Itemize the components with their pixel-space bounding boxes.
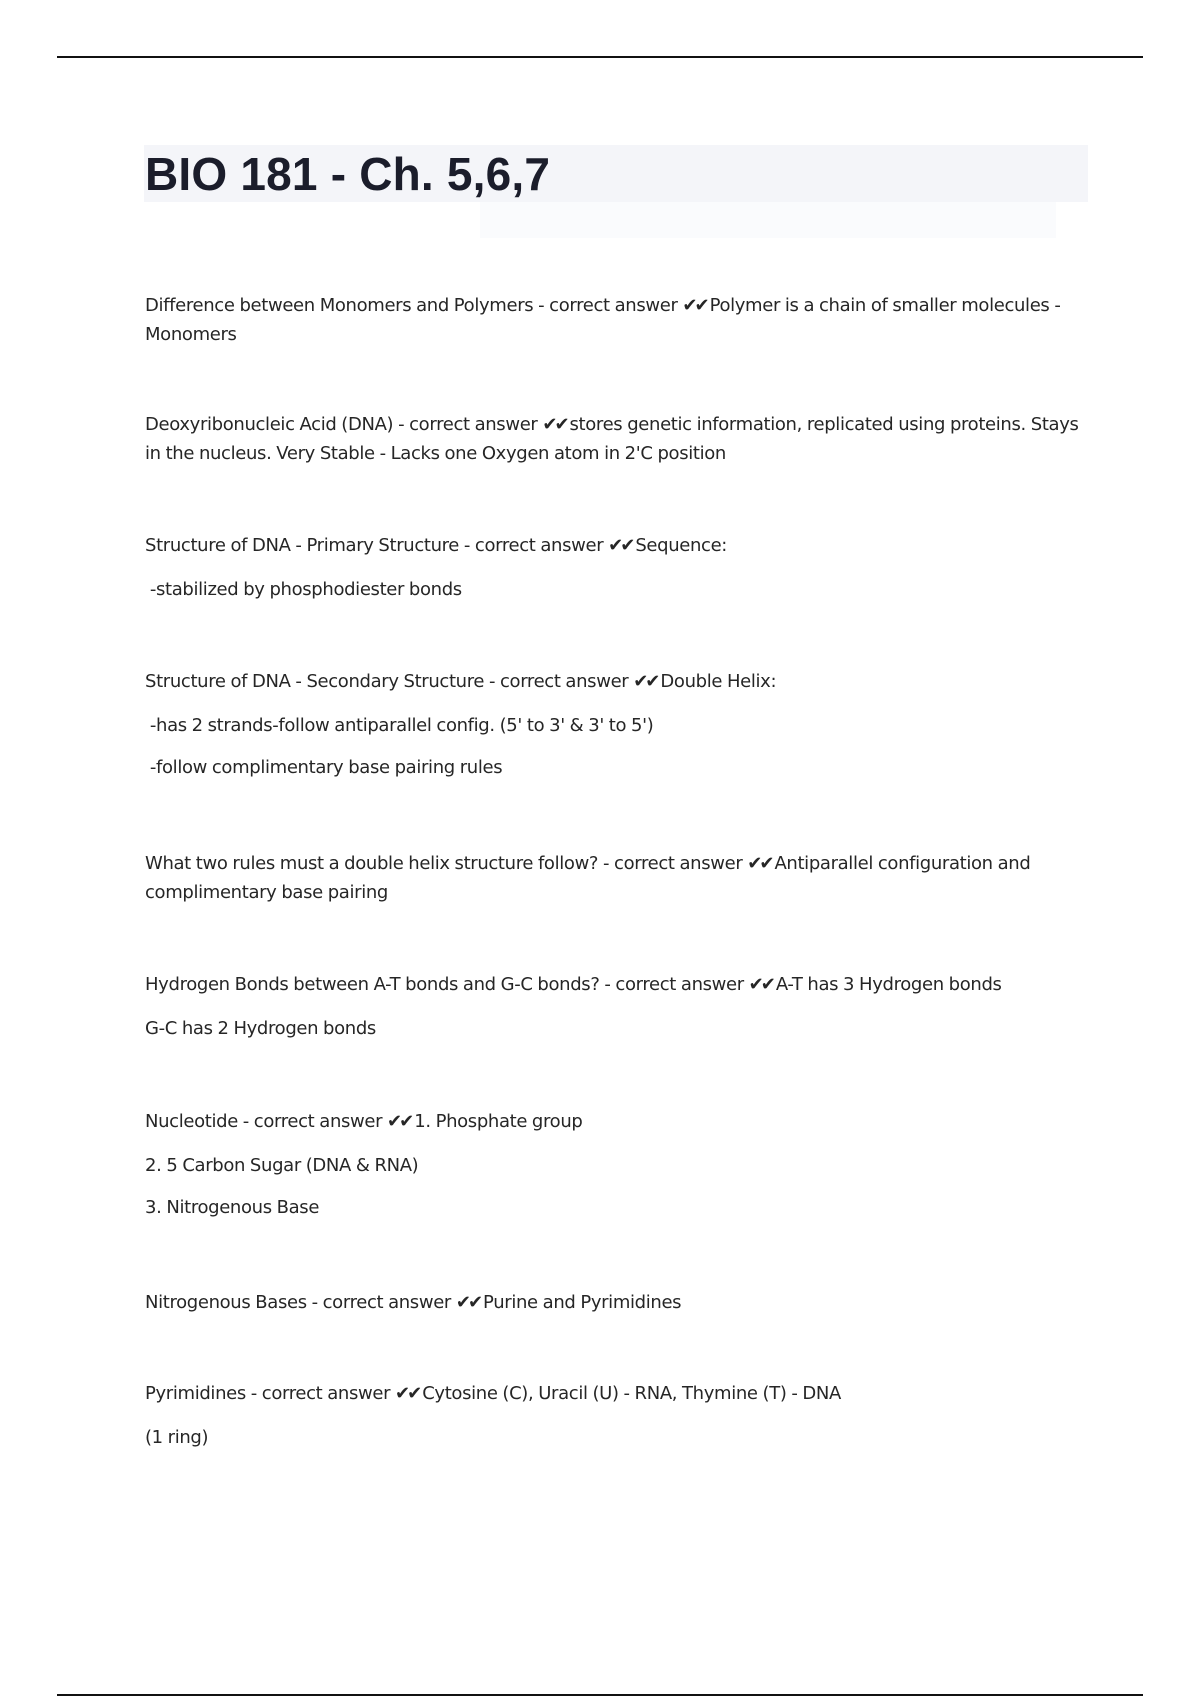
title-highlight-shadow <box>480 202 1056 238</box>
flashcard-3 <box>145 531 1090 604</box>
answer-text: Sequence: <box>635 535 728 556</box>
question-text: What two rules must a double helix structure follow? <box>145 853 599 874</box>
flashcard-line <box>145 970 1090 999</box>
double-check-icon: ✔✔ <box>748 974 773 995</box>
question-text: Nitrogenous Bases <box>145 1292 307 1313</box>
question-text: Structure of DNA - Secondary Structure <box>145 671 485 692</box>
flashcard-line <box>145 531 1090 560</box>
answer-separator: - correct answer <box>306 1292 456 1313</box>
question-text: Hydrogen Bonds between A-T bonds and G-C bonds? <box>145 974 600 995</box>
flashcard-7 <box>145 1107 1090 1222</box>
page-title: BIO 181 - Ch. 5,6,7 <box>145 148 551 200</box>
question-text: Structure of DNA - Primary Structure <box>145 535 460 556</box>
answer-extra-line: G-C has 2 Hydrogen bonds <box>145 1018 376 1039</box>
answer-extra-line: -stabilized by phosphodiester bonds <box>145 579 462 600</box>
answer-extra-line: -follow complimentary base pairing rules <box>145 757 503 778</box>
double-check-icon: ✔✔ <box>747 853 772 874</box>
double-check-icon: ✔✔ <box>682 295 707 316</box>
answer-extra-line: 2. 5 Carbon Sugar (DNA & RNA) <box>145 1155 419 1176</box>
question-text: Pyrimidines <box>145 1383 246 1404</box>
answer-extra-line: 3. Nitrogenous Base <box>145 1197 320 1218</box>
answer-text: stores genetic information, replicated using proteins. Stays in the nucleus. Very Stable - Lacks one Oxygen atom in 2'C position <box>145 414 1079 464</box>
question-text: Nucleotide <box>145 1111 238 1132</box>
answer-extra-line: (1 ring) <box>145 1427 209 1448</box>
flashcard-line <box>145 291 1090 349</box>
double-check-icon: ✔✔ <box>455 1292 481 1313</box>
answer-text: Double Helix: <box>660 671 777 692</box>
flashcard-5 <box>145 849 1090 907</box>
bottom-divider <box>57 1694 1143 1696</box>
answer-separator: - correct answer <box>245 1383 396 1404</box>
flashcard-4 <box>145 667 1090 782</box>
answer-text: Antiparallel configuration and complimentary base pairing <box>145 853 1031 903</box>
answer-separator: - correct answer <box>237 1111 388 1132</box>
answer-extra-line: -has 2 strands-follow antiparallel config. (5' to 3' & 3' to 5') <box>145 715 654 736</box>
flashcard-2 <box>145 410 1090 468</box>
flashcard-line <box>145 1379 1090 1408</box>
flashcard-8 <box>145 1288 1090 1317</box>
answer-text: Polymer is a chain of smaller molecules - Monomers <box>145 295 1061 345</box>
answer-separator: - correct answer <box>599 974 749 995</box>
flashcard-1 <box>145 291 1090 349</box>
double-check-icon: ✔✔ <box>395 1383 420 1404</box>
flashcard-9 <box>145 1379 1090 1452</box>
answer-separator: - correct answer <box>533 295 683 316</box>
answer-text: Cytosine (C), Uracil (U) - RNA, Thymine (T) - DNA <box>422 1383 841 1404</box>
question-text: Deoxyribonucleic Acid (DNA) <box>145 414 394 435</box>
answer-separator: - correct answer <box>393 414 543 435</box>
double-check-icon: ✔✔ <box>542 414 567 435</box>
answer-text: 1. Phosphate group <box>414 1111 583 1132</box>
answer-separator: - correct answer <box>598 853 748 874</box>
double-check-icon: ✔✔ <box>633 671 658 692</box>
top-divider <box>57 56 1143 58</box>
answer-separator: - correct answer <box>484 671 634 692</box>
flashcard-line <box>145 410 1090 468</box>
flashcard-line <box>145 849 1090 907</box>
double-check-icon: ✔✔ <box>608 535 633 556</box>
answer-text: A-T has 3 Hydrogen bonds <box>775 974 1002 995</box>
question-text: Difference between Monomers and Polymers <box>145 295 534 316</box>
answer-text: Purine and Pyrimidines <box>483 1292 682 1313</box>
double-check-icon: ✔✔ <box>387 1111 412 1132</box>
flashcard-line <box>145 1288 1090 1317</box>
flashcard-6 <box>145 970 1090 1043</box>
flashcard-line <box>145 1107 1090 1136</box>
answer-separator: - correct answer <box>459 535 609 556</box>
flashcard-line <box>145 667 1090 696</box>
